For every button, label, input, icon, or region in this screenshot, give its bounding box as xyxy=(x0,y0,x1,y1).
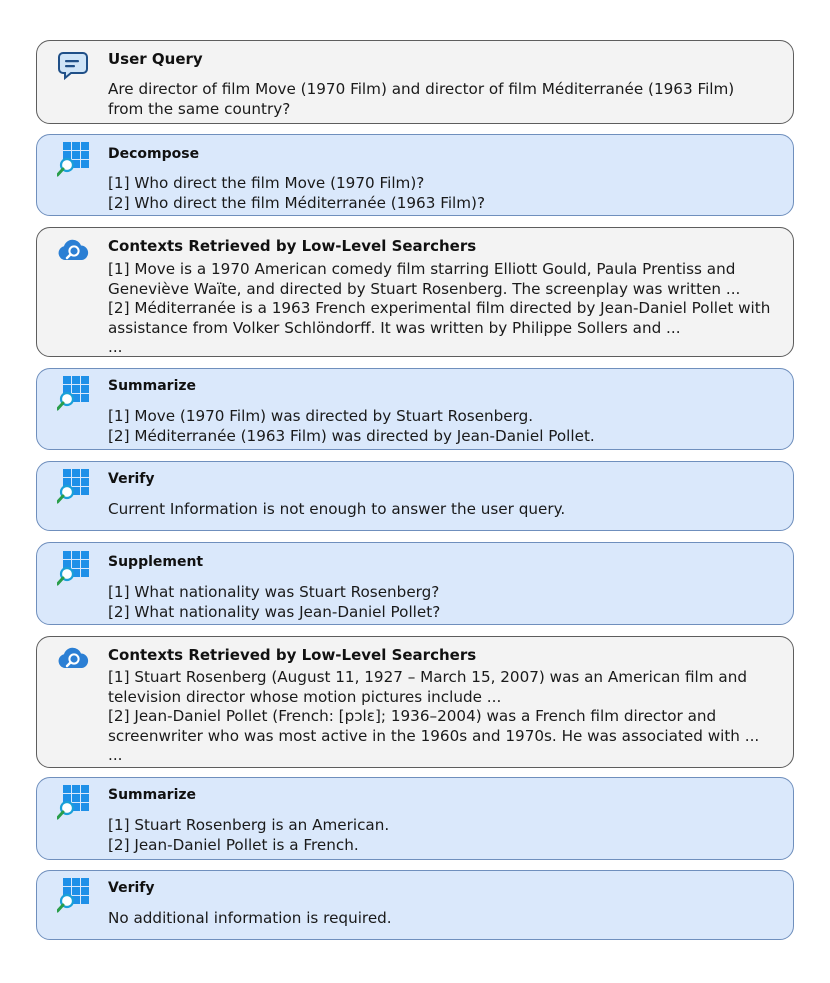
step-line: No additional information is required. xyxy=(108,909,392,927)
step-body xyxy=(108,909,392,929)
grid-search-icon xyxy=(57,142,91,182)
cloud-search-icon xyxy=(57,237,89,267)
step-line: television director whose motion pictures include ... xyxy=(108,687,502,706)
summarize-card xyxy=(36,777,794,860)
step-title: Contexts Retrieved by Low-Level Searchers xyxy=(108,646,477,664)
step-line: Are director of film Move (1970 Film) and director of film Méditerranée (1963 Film) xyxy=(108,80,735,98)
step-line: [2] Jean-Daniel Pollet is a French. xyxy=(108,835,359,854)
step-line: [2] Méditerranée is a 1963 French experimental film directed by Jean-Daniel Pollet with xyxy=(108,299,771,317)
step-line: ... xyxy=(108,746,123,764)
grid-search-icon xyxy=(57,878,91,918)
step-line: [2] What nationality was Jean-Daniel Pollet? xyxy=(108,602,441,621)
step-line: from the same country? xyxy=(108,99,291,118)
step-body xyxy=(108,500,565,520)
step-title: Summarize xyxy=(108,787,197,803)
step-line: [1] Stuart Rosenberg (August 11, 1927 – March 15, 2007) was an American film and xyxy=(108,668,747,686)
step-body xyxy=(108,260,770,358)
step-line: [2] Jean-Daniel Pollet (French: [pɔlɛ]; 1936–2004) was a French film director and xyxy=(108,707,717,725)
step-title: Supplement xyxy=(108,554,204,570)
step-body xyxy=(108,668,759,766)
step-line: assistance from Volker Schlöndorff. It was written by Philippe Sollers and ... xyxy=(108,318,681,337)
grid-search-icon xyxy=(57,785,91,825)
step-body xyxy=(108,816,389,855)
step-line: screenwriter who was most active in the 1960s and 1970s. He was associated with ... xyxy=(108,726,760,745)
step-line: [1] Who direct the film Move (1970 Film)? xyxy=(108,174,425,192)
contexts-card xyxy=(36,227,794,357)
step-body xyxy=(108,583,440,622)
step-line: [1] Move (1970 Film) was directed by Stuart Rosenberg. xyxy=(108,407,534,425)
decompose-card xyxy=(36,134,794,216)
cloud-search-icon xyxy=(57,645,89,675)
step-title: Verify xyxy=(108,471,155,487)
step-title: Decompose xyxy=(108,146,200,162)
step-line: Current Information is not enough to answer the user query. xyxy=(108,500,566,518)
grid-search-icon xyxy=(57,376,91,416)
step-line: [2] Who direct the film Méditerranée (1963 Film)? xyxy=(108,193,486,212)
verify-card xyxy=(36,461,794,531)
chat-bubble-icon xyxy=(57,49,89,85)
user-query-card xyxy=(36,40,794,124)
step-title: Verify xyxy=(108,880,155,896)
step-line: [1] Stuart Rosenberg is an American. xyxy=(108,816,390,834)
step-title: Summarize xyxy=(108,378,197,394)
verify-card xyxy=(36,870,794,940)
summarize-card xyxy=(36,368,794,450)
supplement-card xyxy=(36,542,794,625)
grid-search-icon xyxy=(57,551,91,591)
step-title: Contexts Retrieved by Low-Level Searchers xyxy=(108,237,477,255)
step-title: User Query xyxy=(108,50,203,68)
step-line: [1] Move is a 1970 American comedy film starring Elliott Gould, Paula Prentiss and xyxy=(108,260,736,278)
step-body xyxy=(108,80,734,119)
step-line: Geneviève Waïte, and directed by Stuart Rosenberg. The screenplay was written ... xyxy=(108,279,741,298)
step-line: ... xyxy=(108,338,123,356)
contexts-card xyxy=(36,636,794,768)
step-line: [2] Méditerranée (1963 Film) was directed by Jean-Daniel Pollet. xyxy=(108,426,595,445)
step-body xyxy=(108,174,485,213)
step-line: [1] What nationality was Stuart Rosenberg? xyxy=(108,583,440,601)
step-body xyxy=(108,407,595,446)
grid-search-icon xyxy=(57,469,91,509)
